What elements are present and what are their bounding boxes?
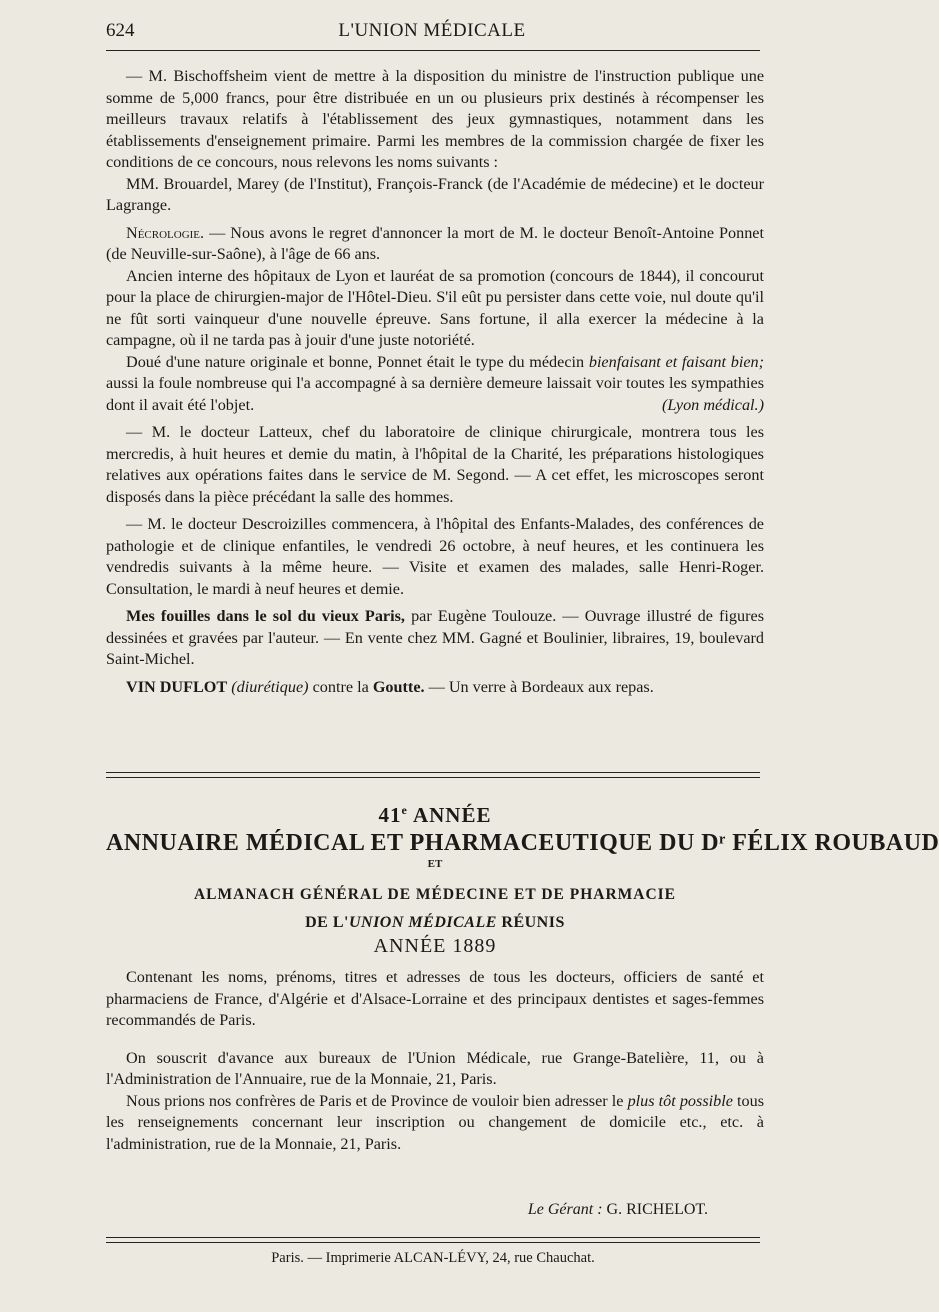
- article-descroizilles: — M. le docteur Descroizilles commencera, à l'hôpital des Enfants-Malades, des conférences de pathologie et de clinique enfantiles, le vendredi 26 octobre, à neuf heures, et les continuera les vendredis suivants à la même heure. — Visite et examen des malades, salle Henri-Roger. Consultation, le mardi à neuf heures et demie.: [106, 515, 764, 598]
- necrologie-paragraph-3: [106, 352, 764, 417]
- union-medicale-line: [106, 912, 764, 934]
- article-bischoffsheim: — M. Bischoffsheim vient de mettre à la disposition du ministre de l'instruction publique une somme de 5,000 francs, pour être distribuée en un ou plusieurs prix destinés à récompenser les meilleurs travaux relatifs à l'établissement des jeux gymnastiques, notamment dans les établissements d'enseignement primaire. Parmi les membres de la commission chargée de fixer les conditions de ce concours, nous relevons les noms suivants :: [106, 67, 764, 171]
- article-commission: MM. Brouardel, Marey (de l'Institut), François-Franck (de l'Académie de médecine) et le docteur Lagrange.: [106, 174, 764, 214]
- necrologie-p3-end: aussi la foule nombreuse qui l'a accompagné à sa dernière demeure laissait voir toutes les sympathies dont il avait été l'objet.: [106, 374, 764, 414]
- page-number: 624: [106, 20, 135, 41]
- page-header: [106, 20, 758, 44]
- almanach-title: ALMANACH GÉNÉRAL DE MÉDECINE ET DE PHARMACIE: [193, 885, 677, 903]
- source-citation: (Lyon médical.): [661, 395, 764, 414]
- reunis: RÉUNIS: [496, 914, 565, 931]
- annee-1889: ANNÉE 1889: [373, 934, 497, 957]
- vin-title: VIN DUFLOT: [126, 677, 228, 696]
- printer-imprint: Paris. — Imprimerie ALCAN-LÉVY, 24, rue Chauchat.: [271, 1250, 595, 1266]
- necrologie-label: Nécrologie.: [126, 223, 205, 242]
- article-necrologie: [106, 223, 764, 266]
- vin-goutte: Goutte.: [372, 677, 425, 696]
- journal-title: L'UNION MÉDICALE: [338, 20, 526, 41]
- edition-sup: e: [401, 803, 408, 817]
- vin-diuretique: (diurétique): [231, 677, 309, 696]
- article-latteux: — M. le docteur Latteux, chef du laboratoire de clinique chirurgicale, montrera tous les mercredis, à huit heures et demie du matin, à l'hôpital de la Charité, les préparations histologiques relatives aux opérations faites dans le service de M. Segond. — A cet effet, les microscopes seront disposés dans la pièce précédant la salle des hommes.: [106, 423, 764, 506]
- edition-word: ANNÉE: [407, 803, 492, 827]
- union-medicale-name: UNION MÉDICALE: [348, 914, 497, 931]
- annuaire-advertisement: [106, 800, 939, 1155]
- vin-end: — Un verre à Bordeaux aux repas.: [424, 677, 654, 696]
- fouilles-title: Mes fouilles dans le sol du vieux Paris,: [126, 607, 405, 625]
- request-em: plus tôt possible: [627, 1091, 733, 1110]
- edition-heading: [106, 800, 764, 827]
- gerant-signature: [528, 1201, 708, 1219]
- necrologie-p3-em: bienfaisant et faisant bien;: [588, 352, 764, 371]
- footer-rule-thin: [106, 1242, 760, 1243]
- advert-rule-top-thin: [106, 777, 760, 778]
- edition-number: 41: [378, 803, 402, 827]
- gerant-label: Le Gérant :: [527, 1201, 603, 1218]
- request-start: Nous prions nos confrères de Paris et de Province de vouloir bien adresser le: [126, 1091, 628, 1110]
- gerant-name: G. RICHELOT.: [602, 1201, 708, 1218]
- annuaire-souscription: On souscrit d'avance aux bureaux de l'Union Médicale, rue Grange-Batelière, 11, ou à l'Administration de l'Annuaire, rue de la Monnaie, 21, Paris.: [106, 1048, 764, 1089]
- header-rule: [106, 50, 760, 51]
- article-vin-duflot: [106, 677, 764, 699]
- de-l: DE L': [305, 914, 349, 931]
- request-end: tous les renseignements concernant leur inscription ou changement de domicile etc., etc. à l'administration, rue de la Monnaie, 21, Paris.: [106, 1091, 764, 1153]
- annuaire-contenant: Contenant les noms, prénoms, titres et adresses de tous les docteurs, officiers de santé et pharmaciens de France, d'Algérie et d'Alsace-Lorraine et des principaux dentistes et sages-femmes recommandés de Paris.: [106, 968, 764, 1029]
- news-column: [106, 66, 764, 698]
- vin-mid: contre la: [308, 677, 373, 696]
- article-fouilles: [106, 606, 764, 671]
- necrologie-paragraph-2: Ancien interne des hôpitaux de Lyon et lauréat de sa promotion (concours de 1844), il concourut pour la place de chirurgien-major de l'Hôtel-Dieu. S'il eût pu persister dans cette voie, nul doute qu'il ne fût sorti vainqueur d'une nouvelle épreuve. Sans fortune, il alla exercer la médecine à la campagne, où il ne tarda pas à jouir d'une juste notoriété.: [106, 266, 764, 349]
- annuaire-title: ANNUAIRE MÉDICAL ET PHARMACEUTIQUE DU Dʳ FÉLIX ROUBAUD: [106, 829, 939, 856]
- fouilles-text: par Eugène Toulouze. — Ouvrage illustré de figures dessinées et gravées par l'auteur. — En vente chez MM. Gagné et Boulinier, libraires, 19, boulevard Saint-Michel.: [106, 607, 764, 668]
- footer-rule: [106, 1237, 760, 1238]
- annuaire-et: ET: [427, 858, 443, 870]
- necrologie-p3-start: Doué d'une nature originale et bonne, Ponnet était le type du médecin: [126, 352, 589, 371]
- necrologie-text: — Nous avons le regret d'annoncer la mort de M. le docteur Benoît-Antoine Ponnet (de Neuville-sur-Saône), à l'âge de 66 ans.: [106, 223, 764, 263]
- annuaire-request: [106, 1091, 764, 1156]
- advert-rule-top: [106, 772, 760, 773]
